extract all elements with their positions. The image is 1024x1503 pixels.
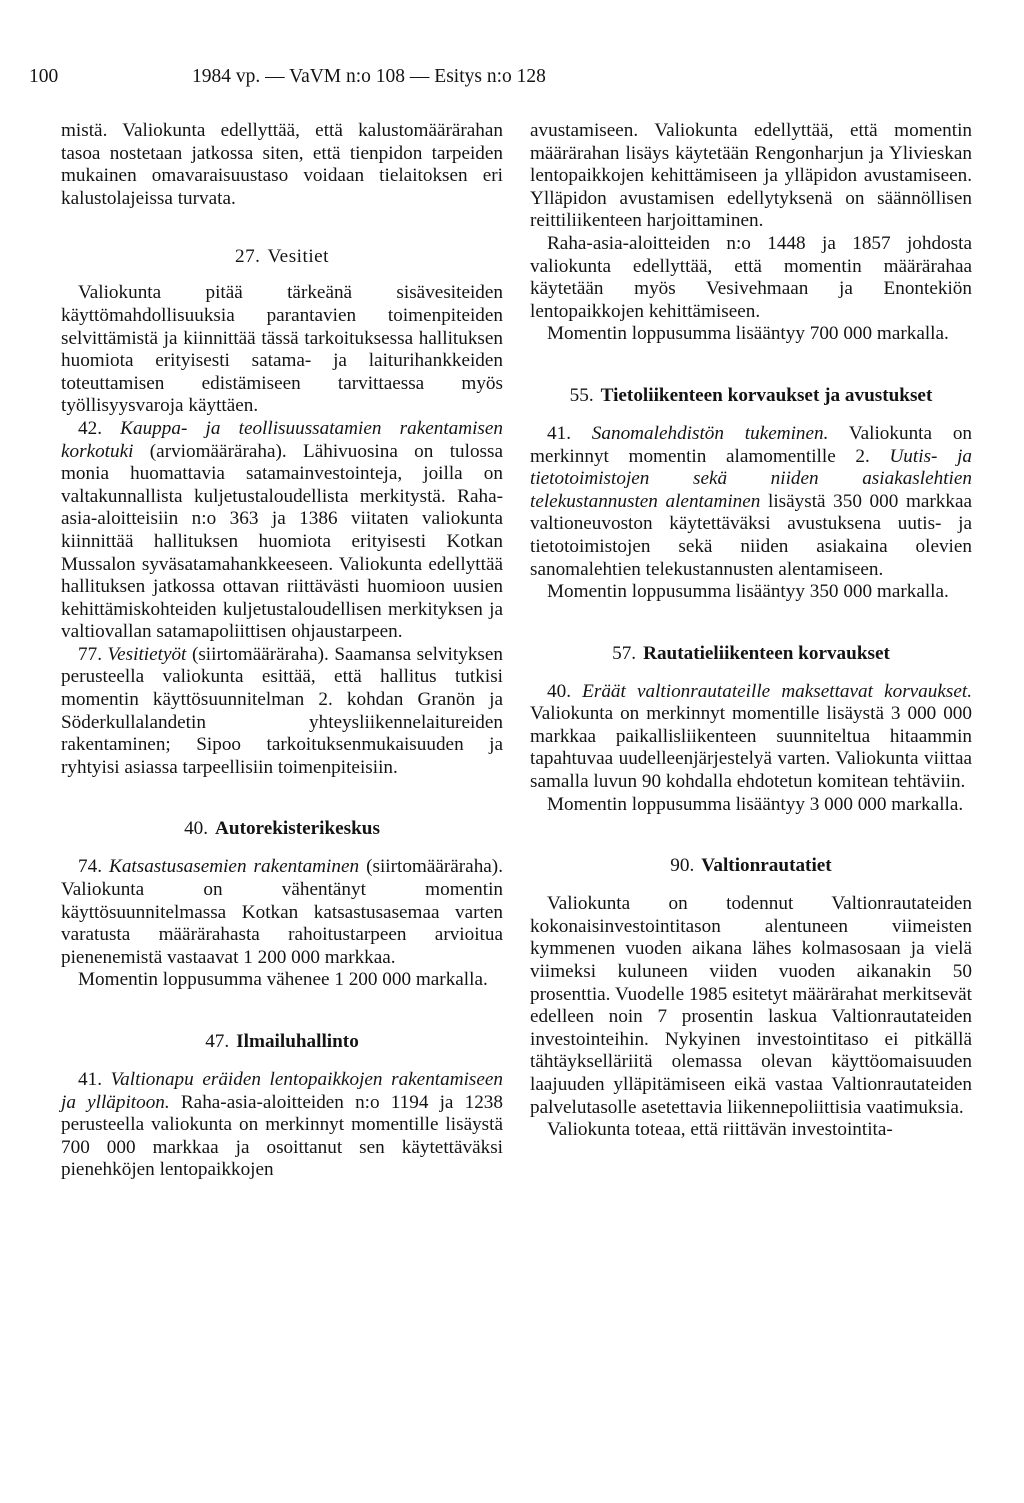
right-column xyxy=(530,120,972,1142)
heading-47-ilmailuhallinto xyxy=(61,1030,503,1054)
heading-number: 27. xyxy=(234,246,261,268)
item-number: 40. xyxy=(547,680,571,702)
item-subtitle: Uutis- ja tietotoimistojen sekä niiden asiakaslehtien telekustannusten alentaminen xyxy=(530,445,972,512)
paragraph-41 xyxy=(61,1069,503,1182)
heading-number: 47. xyxy=(205,1031,230,1052)
heading-text: Rautatieliikenteen korvaukset xyxy=(643,642,890,664)
item-title: Kauppa- ja teollisuussatamien rakentamisen korkotuki xyxy=(61,417,504,462)
heading-number: 55. xyxy=(569,384,594,406)
paragraph-last: Valiokunta toteaa, että riittävän investointita- xyxy=(547,1119,893,1141)
item-text: (siirtomääräraha). Saamansa selvityksen perusteella valiokunta esittää, että hallitus tutkisi momentin käyttösuunnitelman 2. kohdan Granön ja Söderkullalandetin yhteysliikennelaitureiden rakentaminen; Sipoo tarkoituksenmukaisuuden ja ryhtyisi asiassa tarpeellisiin toimenpiteisiin. xyxy=(61,643,503,778)
paragraph-total-350: Momentin loppusumma lisääntyy 350 000 markalla. xyxy=(547,581,949,603)
heading-27-vesitiet xyxy=(61,245,503,269)
heading-55-tietoliikenne xyxy=(530,384,972,408)
heading-number: 57. xyxy=(612,642,637,664)
heading-text: Vesitiet xyxy=(267,246,330,268)
heading-57-rautatieliikenne xyxy=(530,642,972,666)
heading-40-autorekisterikeskus xyxy=(61,817,503,841)
item-text-2: lisäystä 350 000 markkaa valtioneuvoston käytettäväksi avustuksena uutis- ja tietotoimistojen sekä niiden asiakaina olevien sanomalehtien telekustannusten alentamiseen. xyxy=(530,490,972,580)
paragraph-90: Valiokunta on todennut Valtionrautateiden kokonaisinvestointitason alentuneen viimeisten kymmenen vuoden aikana lähes kolmasosaan ja vielä viimeksi kuluneen viiden vuoden aikanakin 50 prosenttia. Vuodelle 1985 esitetyt määrärahat merkitsevät edelleen noin 7 prosentin laskua Valtionrautateiden investointeihin. Nykyinen investointitaso ei pitkällä tähtäykselläriitä olemassa olevan käyttöomaisuuden laajuuden ylläpitämiseen eikä vastaa Valtionrautateiden palvelutasolle asetettavia liikennepoliittisia vaatimuksia. xyxy=(530,893,972,1118)
paragraph-total-700: Momentin loppusumma lisääntyy 700 000 markalla. xyxy=(547,323,949,345)
item-text: Valiokunta on merkinnyt momentin alamomentille 2. xyxy=(530,422,973,467)
item-number: 42. xyxy=(78,417,102,439)
item-title: Vesitietyöt xyxy=(107,643,187,665)
item-title: Sanomalehdistön tukeminen. xyxy=(591,422,829,444)
heading-text: Valtionrautatiet xyxy=(701,855,832,877)
page-number: 100 xyxy=(29,66,59,87)
paragraph-74 xyxy=(61,856,503,969)
heading-number: 90. xyxy=(670,855,695,877)
paragraph-total-3m: Momentin loppusumma lisääntyy 3 000 000 markalla. xyxy=(547,793,964,815)
paragraph-42 xyxy=(61,418,503,644)
paragraph-continued: avustamiseen. Valiokunta edellyttää, että momentin määrärahan lisäys käytetään Rengonharjun ja Ylivieskan lentopaikkojen kehittämiseen ja ylläpidon avustamiseen. Ylläpidon avustamisen edellytyksenä on säännöllisen reittiliikenteen harjoittaminen. xyxy=(530,120,972,232)
heading-text: Autorekisterikeskus xyxy=(215,818,380,840)
running-title: 1984 vp. — VaVM n:o 108 — Esitys n:o 128 xyxy=(192,66,546,87)
paragraph-intro: mistä. Valiokunta edellyttää, että kalustomäärärahan tasoa nostetaan jatkossa siten, että tienpidon tarpeiden mukainen omavaraisuustaso voidaan tielaitoksen eri kalustolajeissa turvata. xyxy=(61,120,503,209)
page-header xyxy=(29,66,1009,96)
item-number: 74. xyxy=(78,856,102,878)
item-text: (siirtomääräraha). Valiokunta on vähentänyt momentin käyttösuunnitelmassa Kotkan katsastusasemaa varten varatusta määrärahasta rahoitustarpeen arvioitua pienenemistä vastaavat 1 200 000 markkaa. xyxy=(61,856,503,968)
item-text: (arviomääräraha). Lähivuosina on tulossa monia huomattavia satamainvestointeja, joilla on valtakunnallista kuljetustaloudellista merkitystä. Raha-asia-aloitteisiin n:o 363 ja 1386 viitaten valiokunta kiinnittää hallituksen huomiota erityisesti Kotkan Mussalon syväsatamahankkeeseen. Valiokunta edellyttää hallituksen jatkossa ottavan riittävästi huomioon uusien kehittämiskohteiden kuljetustaloudellisen merkityksen ja valtiovallan satamapoliittisen ohjaustarpeen. xyxy=(61,440,503,643)
paragraph-77 xyxy=(61,644,503,780)
item-text: Valiokunta on merkinnyt momentille lisäystä 3 000 000 markkaa paikallisliikenteen suunniteltua hitaammin tapahtuvaa uudelleenjärjestelyä varten. Valiokunta viittaa samalla luvun 90 kohdalla ehdotetun komitean tehtäviin. xyxy=(530,703,972,793)
item-text: Raha-asia-aloitteiden n:o 1194 ja 1238 perusteella valiokunta on merkinnyt momentille lisäystä 700 000 markkaa ja osoittanut sen käytettäväksi pienehköjen lentopaikkojen xyxy=(61,1091,503,1181)
paragraph-27: Valiokunta pitää tärkeänä sisävesiteiden käyttömahdollisuuksia parantavien toimenpiteiden selvittämistä ja kiinnittää tässä tarkoituksessa hallituksen huomiota erityisesti satama- ja laiturihankkeiden toteuttamisen edistämiseen tarvittaessa myös työllisyysvaroja käyttäen. xyxy=(61,282,503,417)
heading-text: Tietoliikenteen korvaukset ja avustukset xyxy=(600,384,933,406)
paragraph-aloitteet: Raha-asia-aloitteiden n:o 1448 ja 1857 johdosta valiokunta edellyttää, että momentin määrärahaa käytetään myös Vesivehmaan ja Enontekiön lentopaikkojen kehittämiseen. xyxy=(530,232,972,322)
left-column xyxy=(61,120,503,1182)
item-title: Katsastusasemien rakentaminen xyxy=(109,856,360,878)
paragraph-74-total: Momentin loppusumma vähenee 1 200 000 markalla. xyxy=(78,969,488,991)
item-number: 41. xyxy=(78,1069,102,1090)
paragraph-41b xyxy=(530,423,972,581)
heading-text: Ilmailuhallinto xyxy=(236,1031,359,1052)
heading-90-valtionrautatiet xyxy=(530,854,972,878)
item-title: Eräät valtionrautateille maksettavat korvaukset. xyxy=(582,680,972,702)
paragraph-40 xyxy=(530,681,972,794)
item-number: 41. xyxy=(547,422,571,444)
heading-number: 40. xyxy=(184,818,209,840)
item-number: 77. xyxy=(78,643,102,665)
item-title: Valtionapu eräiden lentopaikkojen rakentamiseen ja ylläpitoon. xyxy=(61,1069,504,1113)
